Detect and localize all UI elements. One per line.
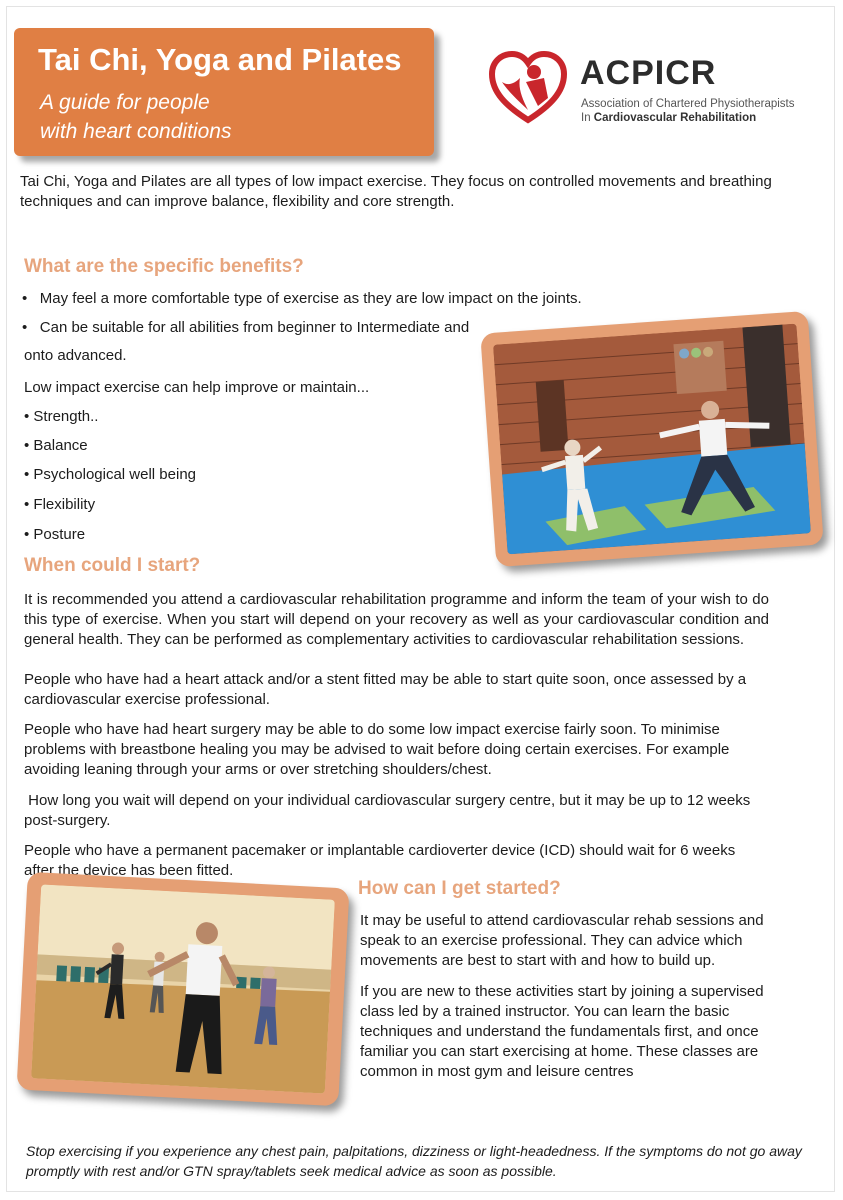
subtitle-line-1: A guide for people — [40, 91, 210, 114]
logo-tagline-1: Association of Chartered Physiotherapists — [581, 98, 795, 110]
start-paragraph-2: People who have had a heart attack and/or a stent fitted may be able to start quite soon, once assessed by a cardiovascular exercise professional. — [24, 671, 747, 708]
start-heading: When could I start? — [24, 555, 201, 576]
intro-paragraph: Tai Chi, Yoga and Pilates are all types of low impact exercise. They focus on controlled movements and breathing techniques and can improve balance, flexibility and core strength. — [20, 173, 772, 210]
benefit-bullet-1-text: May feel a more comfortable type of exercise as they are low impact on the joints. — [39, 290, 582, 307]
logo-tagline-2 — [581, 112, 756, 124]
benefit-item-balance: • Balance — [24, 437, 88, 454]
logo-name: ACPICR — [580, 54, 717, 92]
tai-chi-photo-frame — [17, 872, 350, 1107]
benefit-item-strength: • Strength.. — [24, 408, 99, 425]
heart-logo-icon — [488, 48, 568, 128]
benefit-item-psychological: • Psychological well being — [24, 466, 197, 483]
start-paragraph-5: People who have a permanent pacemaker or implantable cardioverter device (ICD) should wait for 6 weeks after the device has been fitted. — [24, 842, 736, 879]
benefit-bullet-2-continued: onto advanced. — [24, 347, 127, 364]
benefit-bullet-1: • May feel a more comfortable type of exercise as they are low impact on the joints. — [22, 290, 582, 307]
start-paragraph-1: It is recommended you attend a cardiovascular rehabilitation programme and inform the team of your wish to do this type of exercise. When you start will depend on your recovery as well as your cardiovascular condition and general health. They can be performed as complementary activities to cardiovascular rehabilitation sessions. — [24, 591, 769, 648]
subtitle-line-2: with heart conditions — [40, 120, 232, 143]
logo-tagline-2-bold: Cardiovascular Rehabilitation — [593, 112, 757, 124]
yoga-class-photo — [493, 324, 811, 555]
benefit-bullet-2-text: Can be suitable for all abilities from beginner to Intermediate and — [39, 319, 470, 336]
benefit-item-flexibility: • Flexibility — [24, 496, 96, 513]
benefits-lead: Low impact exercise can help improve or maintain... — [24, 379, 370, 396]
get-started-heading: How can I get started? — [358, 878, 561, 899]
page-title: Tai Chi, Yoga and Pilates — [38, 42, 402, 77]
get-started-paragraph-1: It may be useful to attend cardiovascular rehab sessions and speak to an exercise professional. They can advice which movements are best to start with and how to build up. — [360, 912, 764, 969]
page-subtitle — [40, 88, 420, 146]
logo-tagline-2-prefix: In — [581, 112, 594, 124]
tai-chi-class-photo — [31, 884, 335, 1093]
start-paragraph-4: How long you wait will depend on your individual cardiovascular surgery centre, but it may be up to 12 weeks post-surgery. — [24, 792, 755, 829]
benefit-item-posture: • Posture — [24, 526, 86, 543]
acpicr-logo — [488, 48, 818, 130]
title-banner — [14, 28, 434, 156]
benefits-heading: What are the specific benefits? — [24, 256, 304, 277]
benefit-bullet-2: • Can be suitable for all abilities from beginner to Intermediate and — [22, 319, 470, 336]
start-paragraph-3: People who have had heart surgery may be able to do some low impact exercise fairly soon. To minimise problems with breastbone healing you may be advised to wait before doing certain exercises. For example avoiding leaning through your arms or over stretching shoulders/chest. — [24, 721, 730, 778]
yoga-photo-frame — [480, 311, 824, 567]
safety-warning: Stop exercising if you experience any chest pain, palpitations, dizziness or light-headedness. If the symptoms do not go away promptly with rest and/or GTN spray/tablets seek medical advice as soon as possible. — [26, 1143, 802, 1179]
get-started-paragraph-2: If you are new to these activities start by joining a supervised class led by a trained instructor. You can learn the basic techniques and understand the fundamentals first, and once familiar you can start exercising at home. These classes are common in most gym and leisure centres — [360, 983, 764, 1080]
